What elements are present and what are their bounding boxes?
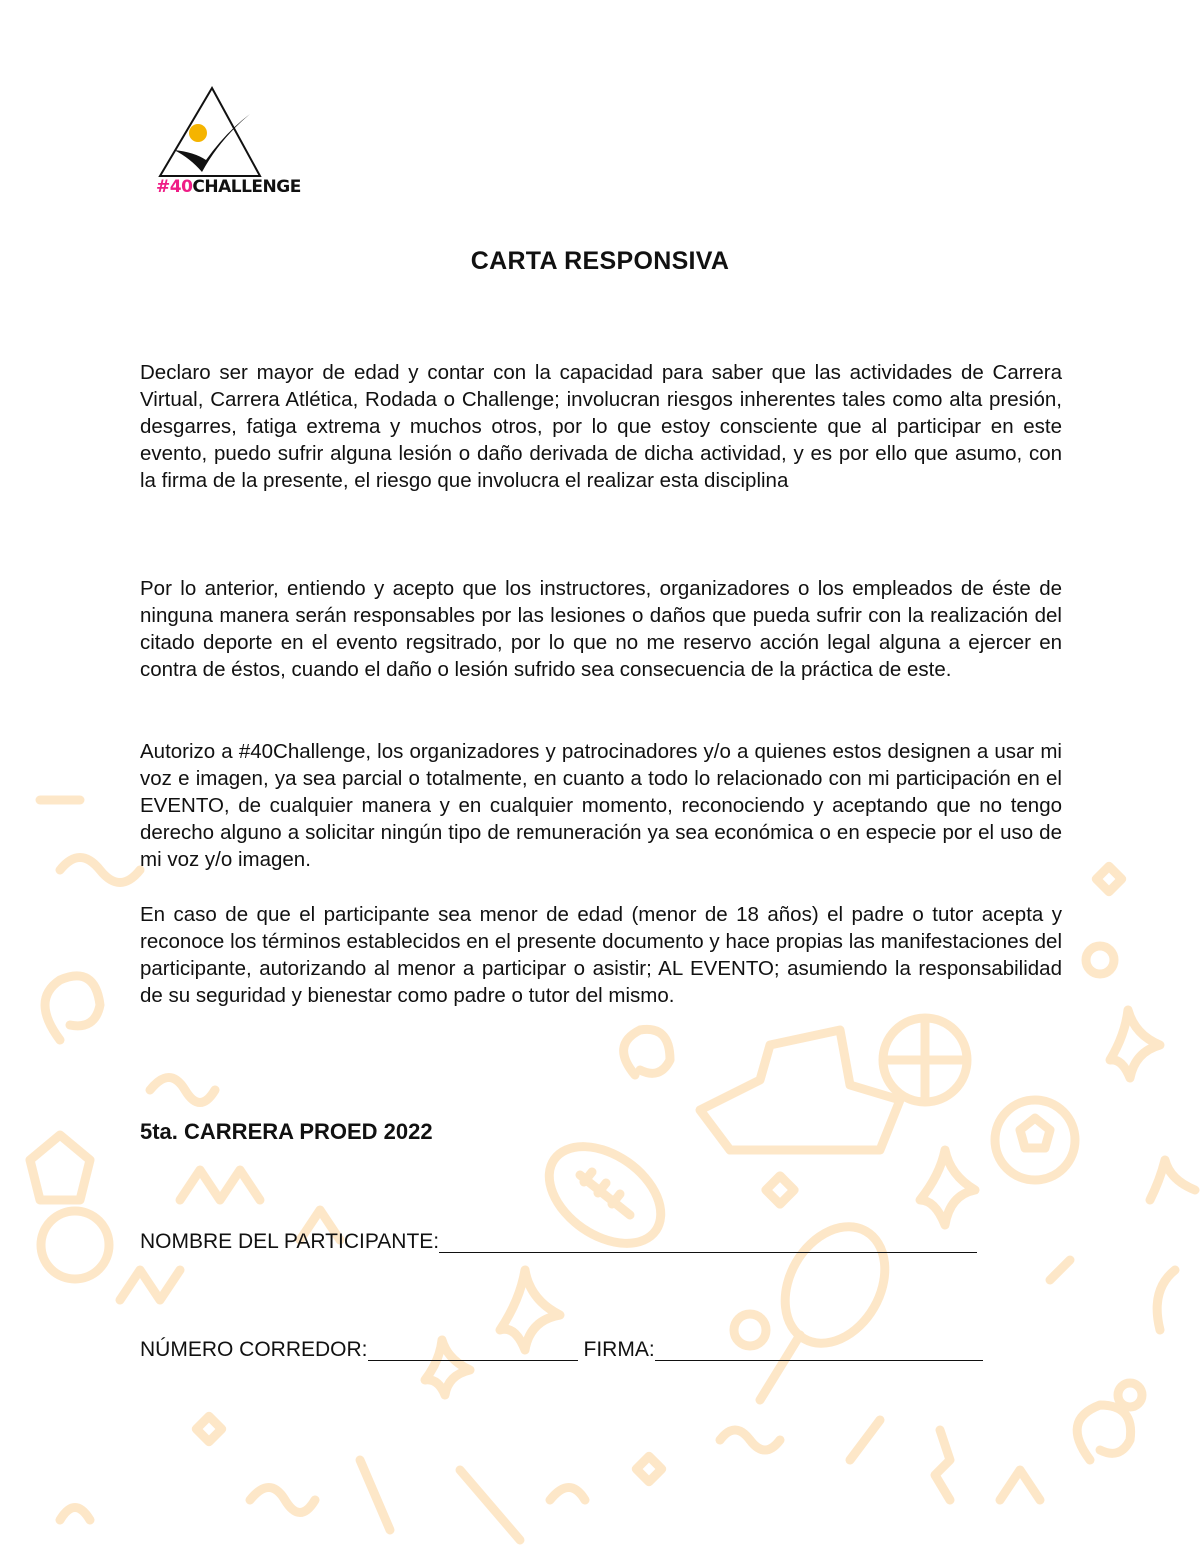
- participant-name-row: [140, 1228, 977, 1255]
- participant-name-label: NOMBRE DEL PARTICIPANTE:: [140, 1230, 440, 1253]
- logo-wordmark: [156, 177, 301, 197]
- signature-label: FIRMA:: [583, 1338, 655, 1361]
- paragraph-image-rights: Autorizo a #40Challenge, los organizadores y patrocinadores y/o a quienes estos designen a usar mi voz e imagen, ya sea parcial o totalmente, en cuanto a todo lo relacionado con mi participación en el EVENTO, de cualquier manera y en cualquier momento, reconociendo y aceptando que no tengo derecho alguno a solicitar ningún tipo de remuneración ya sea económica o en especie por el uso de mi voz y/o imagen.: [140, 740, 1062, 871]
- logo-text-pink: #40: [156, 177, 193, 197]
- paragraph-consent: Declaro ser mayor de edad y contar con la capacidad para saber que las actividades de Carrera Virtual, Carrera Atlética, Rodada o Challenge; involucran riesgos inherentes tales como alta presión, desgarres, fatiga extrema y muchos otros, por lo que estoy consciente que al participar en este evento, puedo sufrir alguna lesión o daño derivada de dicha actividad, y es por ello que asumo, con la firma de la presente, el riesgo que involucra el realizar esta disciplina: [140, 361, 1062, 492]
- logo-triangle-check-icon: [150, 84, 280, 180]
- paragraph-liability-waiver: Por lo anterior, entiendo y acepto que los instructores, organizadores o los empleados de éste de ninguna manera serán responsables por las lesiones o daños que pueda sufrir con la realización del citado deporte en el evento regsitrado, por lo que no me reservo acción legal alguna a ejercer en contra de éstos, cuando el daño o lesión sufrido sea consecuencia de la práctica de este.: [140, 577, 1062, 681]
- paragraph-minor-guardian: En caso de que el participante sea menor de edad (menor de 18 años) el padre o tutor acepta y reconoce los términos establecidos en el presente documento y hace propias las manifestaciones del participante, autorizando al menor a participar o asistir; AL EVENTO; asumiendo la responsabilidad de su seguridad y bienestar como padre o tutor del mismo.: [140, 903, 1062, 1007]
- runner-number-field[interactable]: [368, 1339, 578, 1361]
- challenge-logo: [150, 84, 301, 202]
- participant-name-field[interactable]: [439, 1231, 977, 1253]
- signature-field[interactable]: [655, 1339, 983, 1361]
- event-name: 5ta. CARRERA PROED 2022: [140, 1119, 433, 1144]
- document-title: CARTA RESPONSIVA: [470, 247, 730, 275]
- runner-number-label: NÚMERO CORREDOR:: [140, 1338, 368, 1361]
- runner-signature-row: [140, 1336, 983, 1363]
- logo-text-dark: CHALLENGE: [192, 177, 301, 197]
